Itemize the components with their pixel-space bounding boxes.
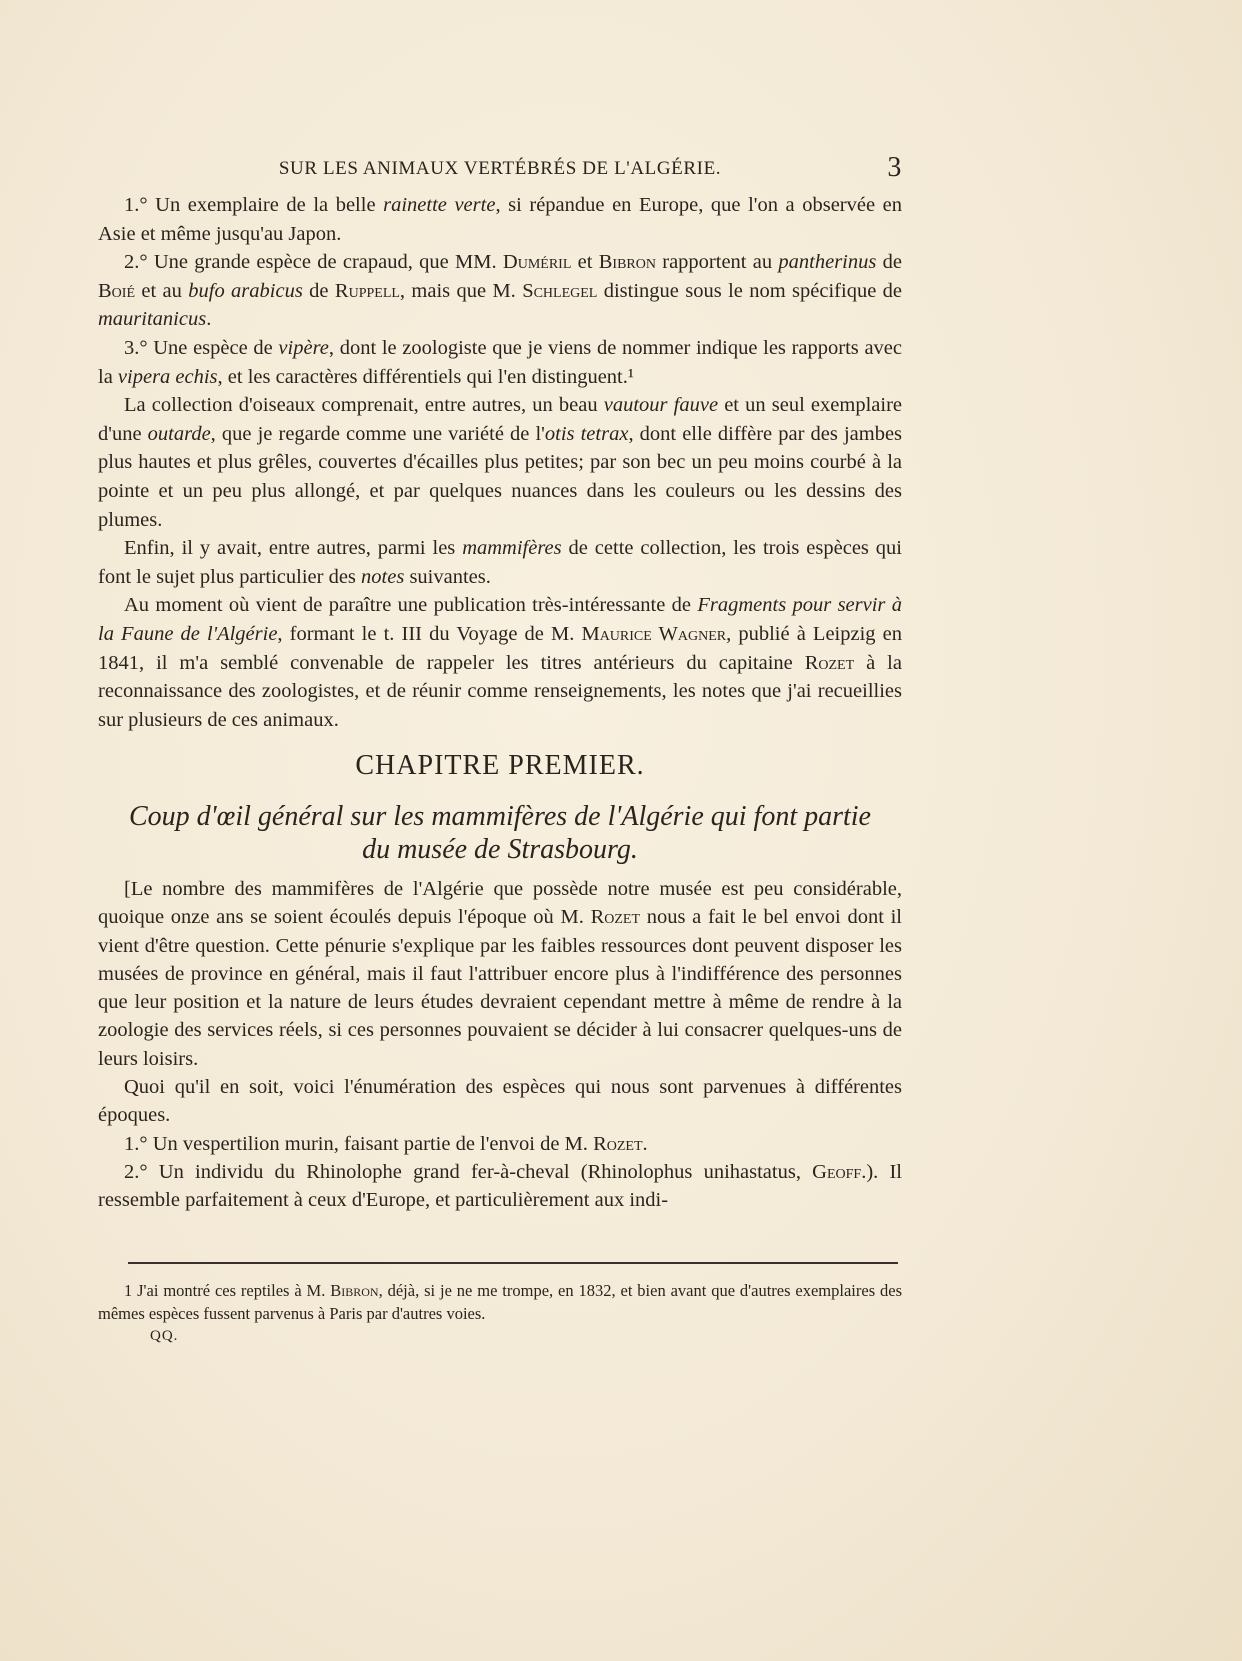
text-run: J'ai montré ces reptiles à M. — [132, 1281, 331, 1300]
author-name: Rozet — [590, 906, 641, 929]
running-head — [98, 152, 902, 184]
text-run: Au moment où vient de paraître une publication très-intéressante de — [124, 594, 698, 617]
chapter-body — [98, 875, 902, 1215]
text-run: , et les caractères différentiels qui l'en distinguent.¹ — [217, 365, 635, 388]
author-name: Rozet — [593, 1132, 643, 1155]
signature-mark: QQ. — [150, 1328, 179, 1344]
chapter-title: CHAPITRE PREMIER. — [355, 750, 645, 781]
running-head-title: SUR LES ANIMAUX VERTÉBRÉS DE L'ALGÉRIE. — [278, 158, 722, 179]
species-name: Rhinolophus unihastatus — [587, 1160, 796, 1183]
species-name: vautour fauve — [603, 394, 719, 417]
text-run: rapportent au — [655, 251, 779, 274]
author-name: Bibron — [598, 251, 656, 274]
text-run: 1.° Un vespertilion murin, faisant partie de l'envoi de M. — [124, 1132, 594, 1155]
text-run: , formant le t. III du Voyage de M. — [277, 622, 582, 645]
author-name: Maurice Wagner — [581, 622, 727, 645]
species-name: otis tetrax — [544, 422, 629, 445]
paragraph-item-10 — [98, 1158, 902, 1215]
text-run: 3.° Une espèce de — [124, 336, 279, 359]
paragraph-item-6 — [98, 591, 902, 734]
chapter-subtitle — [98, 800, 902, 866]
text-run: de — [302, 279, 335, 302]
paragraph-item-7 — [98, 875, 902, 1073]
text-run: . — [642, 1132, 648, 1155]
species-name: bufo arabicus — [188, 279, 303, 302]
species-name: vipère — [278, 336, 329, 359]
work-title: Fragments pour servir à la Faune de l'Algérie — [98, 594, 902, 645]
text-run: de cette collection, les trois espèces qui font le sujet plus particulier des — [98, 537, 903, 588]
paragraph-item-1 — [98, 191, 902, 248]
text-run: . — [206, 308, 212, 331]
text-run: et un seul exemplaire d'une — [98, 394, 902, 445]
text-run: , si répandue en Europe, que l'on a observée en Asie et même jusqu'au Japon. — [98, 194, 902, 245]
paragraph-item-3 — [98, 334, 902, 391]
text-run: nous a fait le bel envoi dont il vient d'être question. Cette pénurie s'explique par les faibles ressources dont peuvent disposer les musées de province en général, mais il faut l'attribuer encore plus à l'indifférence des personnes que leur position et la nature de leurs études devraient cependant mettre à même de rendre à la zoologie des services réels, si ces personnes pouvaient se décider à lui consacrer quelques-uns de leurs loisirs. — [98, 906, 902, 1070]
chapter-subtitle-line: Coup d'œil général sur les mammifères de l'Algérie qui font partie — [129, 801, 871, 832]
text-run: , dont le zoologiste que je viens de nommer indique les rapports avec la — [98, 336, 902, 388]
footnote-divider — [128, 1262, 898, 1264]
text-run: [Le nombre des mammifères de l'Algérie que possède notre musée est peu considérable, quoique onze ans se soient écoulés depuis l'époque où M. — [98, 878, 902, 929]
text-run: ). Il ressemble parfaitement à ceux d'Europe, et particulièrement aux indi- — [98, 1160, 902, 1212]
chapter-subtitle-line: du musée de Strasbourg. — [362, 834, 638, 865]
paragraph-item-4 — [98, 391, 902, 534]
author-name: Geoff. — [812, 1160, 867, 1183]
author-name: Duméril — [502, 251, 572, 274]
footnote — [98, 1279, 902, 1325]
emphasis: notes — [361, 565, 405, 588]
intro-text — [98, 191, 902, 734]
author-name: Schlegel — [522, 279, 598, 302]
page-number: 3 — [887, 152, 902, 183]
paragraph-item-5 — [98, 534, 902, 591]
author-name: Ruppell — [334, 279, 400, 302]
text-run: , mais que M. — [399, 279, 523, 302]
paragraph-item-2 — [98, 248, 902, 334]
text-run: , dont elle diffère par des jambes plus hautes et plus grêles, couvertes d'écailles plus petites; par son bec un peu moins courbé à la pointe et un peu plus allongé, et par quelques nuances dans les couleurs ou les dessins des plumes. — [98, 422, 903, 531]
text-run: , déjà, si je ne me trompe, en 1832, et bien avant que d'autres exemplaires des mêmes espèces fussent parvenus à Paris par d'autres voies. — [98, 1281, 903, 1323]
text-run: 2.° Une grande espèce de crapaud, que MM. — [124, 251, 503, 274]
paragraph-item-8: Quoi qu'il en soit, voici l'énumération des espèces qui nous sont parvenues à différentes époques. — [98, 1076, 902, 1127]
text-run: de — [876, 251, 902, 274]
text-run: 2.° Un individu du Rhinolophe grand fer-à-cheval ( — [124, 1160, 588, 1183]
footnote-marker: 1 — [124, 1281, 133, 1300]
author-name: Rozet — [804, 651, 855, 674]
text-run: 1.° Un exemplaire de la belle — [124, 194, 384, 216]
text-run: , publié à Leipzig en 1841, il m'a semblé convenable de rappeler les titres antérieurs du capitaine — [98, 622, 902, 674]
author-name: Boié — [98, 279, 135, 302]
text-run: et — [571, 251, 599, 274]
species-name: rainette verte — [383, 194, 496, 216]
text-run: La collection d'oiseaux comprenait, entre autres, un beau — [124, 394, 604, 417]
text-run: et au — [135, 279, 189, 302]
paragraph-item-9 — [98, 1130, 902, 1158]
text-run: , que je regarde comme une variété de l' — [210, 422, 545, 445]
species-name: outarde — [147, 422, 211, 445]
footnote-text — [98, 1279, 902, 1325]
species-name: mauritanicus — [98, 308, 207, 331]
text-run: Enfin, il y avait, entre autres, parmi les — [124, 537, 463, 560]
author-name: Bibron — [330, 1281, 379, 1300]
text-run: , — [795, 1160, 813, 1183]
text-run: suivantes. — [404, 565, 491, 588]
species-name: pantherinus — [778, 251, 877, 274]
species-name: vipera echis — [117, 365, 218, 388]
species-name: mammifères — [462, 537, 562, 560]
text-run: distingue sous le nom spécifique de — [597, 279, 903, 302]
text-run: à la reconnaissance des zoologistes, et de réunir comme renseignements, les notes que j'ai recueillies sur plusieurs de ces animaux. — [98, 651, 902, 731]
